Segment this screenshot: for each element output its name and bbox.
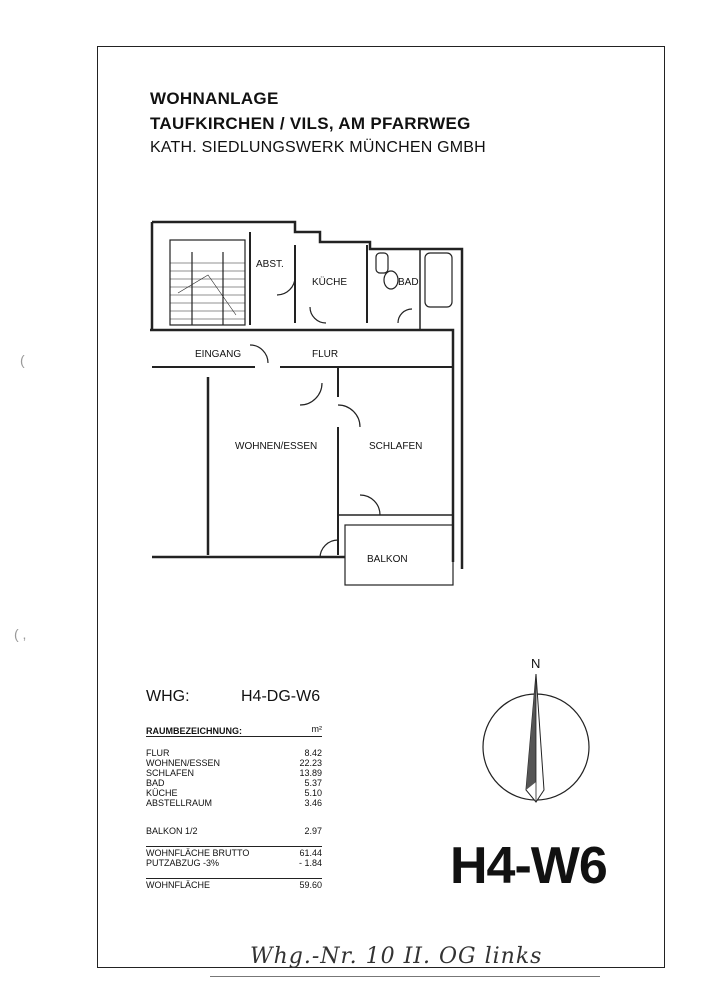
deduction-area: - 1.84 — [298, 858, 322, 868]
net-area: 59.60 — [299, 880, 322, 890]
floor-plan — [140, 205, 475, 590]
gross-area-rows — [146, 848, 322, 868]
balcony-area-row — [146, 826, 322, 836]
room-wohnen: WOHNEN/ESSEN — [235, 441, 318, 452]
room-area-list — [146, 748, 322, 808]
unit-code: H4-W6 — [450, 837, 607, 895]
project-title: WOHNANLAGE — [150, 89, 279, 108]
scan-mark: ( — [20, 352, 25, 368]
area-row-value: 8.42 — [304, 748, 322, 758]
room-schlafen: SCHLAFEN — [369, 441, 423, 452]
area-row-value: 13.89 — [299, 768, 322, 778]
area-table-header — [146, 726, 322, 737]
area-row-name: WOHNEN/ESSEN — [146, 758, 221, 768]
area-row-value: 5.37 — [304, 778, 322, 788]
room-eingang: EINGANG — [195, 349, 242, 360]
compass-rose — [478, 652, 598, 812]
scan-mark: ( , — [14, 626, 27, 642]
room-balkon: BALKON — [367, 554, 408, 565]
gross-area: 61.44 — [299, 848, 322, 858]
area-unit: m² — [311, 724, 322, 734]
handwritten-note: Whg.-Nr. 10 II. OG links — [250, 944, 543, 969]
room-kueche: KÜCHE — [312, 277, 348, 288]
room-abst: ABST. — [256, 259, 284, 270]
gross-name: WOHNFLÄCHE BRUTTO — [146, 848, 250, 858]
area-row — [146, 758, 322, 768]
area-row-name: BAD — [146, 778, 165, 788]
net-name: WOHNFLÄCHE — [146, 880, 211, 890]
area-row — [146, 798, 322, 808]
balcony-name: BALKON 1/2 — [146, 826, 198, 836]
area-row-value: 5.10 — [304, 788, 322, 798]
area-row-name: FLUR — [146, 748, 170, 758]
area-row-value: 22.23 — [299, 758, 322, 768]
area-row-name: KÜCHE — [146, 788, 178, 798]
room-bad: BAD — [398, 277, 419, 288]
area-row — [146, 768, 322, 778]
divider — [146, 846, 322, 847]
area-row — [146, 748, 322, 758]
area-row-value: 3.46 — [304, 798, 322, 808]
room-flur: FLUR — [312, 349, 339, 360]
unit-value: H4-DG-W6 — [241, 688, 321, 705]
area-row-name: SCHLAFEN — [146, 768, 195, 778]
north-label: N — [531, 656, 541, 671]
net-area-row — [146, 878, 322, 890]
company-name: KATH. SIEDLUNGSWERK MÜNCHEN GMBH — [150, 139, 486, 156]
area-row-name: ABSTELLRAUM — [146, 798, 213, 808]
project-location: TAUFKIRCHEN / VILS, AM PFARRWEG — [150, 114, 471, 133]
area-row — [146, 778, 322, 788]
balcony-area: 2.97 — [304, 826, 322, 836]
area-table-title: RAUMBEZEICHNUNG: — [146, 726, 242, 736]
note-baseline — [210, 976, 600, 977]
deduction-name: PUTZABZUG -3% — [146, 858, 220, 868]
unit-label: WHG: — [146, 688, 190, 705]
area-row — [146, 788, 322, 798]
